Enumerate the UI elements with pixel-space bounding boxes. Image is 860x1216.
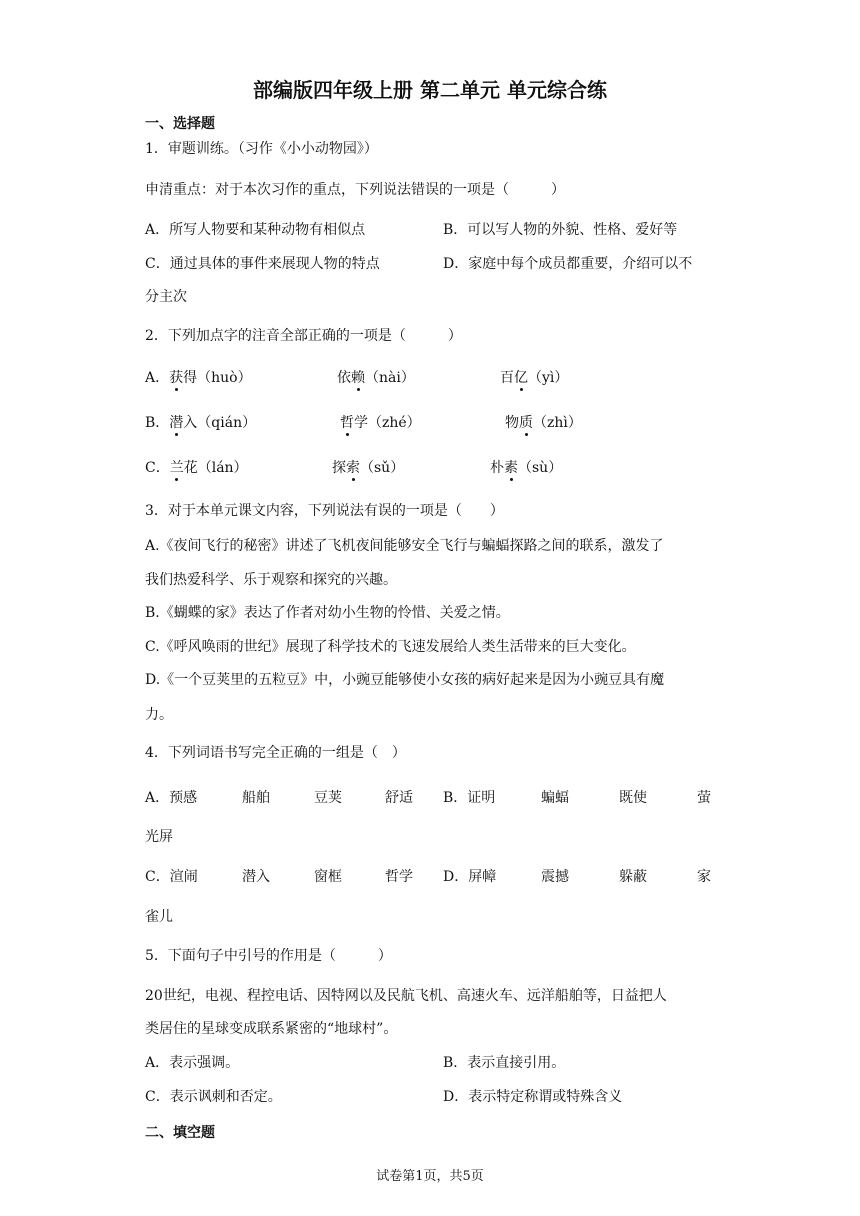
- q3-option-b: B.《蝴蝶的家》表达了作者对幼小生物的怜惜、关爱之情。: [145, 605, 510, 621]
- page-title: 部编版四年级上册 第二单元 单元综合练: [253, 78, 607, 102]
- q4-row1-w1: A．预感: [145, 790, 198, 806]
- section-heading-fill: 二、填空题: [145, 1125, 215, 1141]
- q4-row1-w2: 船舶: [242, 790, 270, 806]
- q2-option-b-item1: B．潜入（qián）: [145, 415, 257, 431]
- q1-option-d: D．家庭中每个成员都重要，介绍可以不: [443, 256, 693, 272]
- q5-option-a: A．表示强调。: [145, 1055, 240, 1071]
- q5-sentence-cont: 类居住的星球变成联系紧密的“地球村”。: [145, 1021, 398, 1037]
- q4-row2-w7: 躲蔽: [619, 869, 647, 885]
- q1-stem: 1．审题训练。（习作《小小动物园》）: [145, 141, 378, 157]
- q4-row1-w3: 豆荚: [314, 790, 342, 806]
- q1-option-c: C．通过具体的事件来展现人物的特点: [145, 256, 380, 272]
- q1-option-d-cont: 分主次: [145, 289, 187, 305]
- q2-option-b-item2: 哲学（zhé）: [340, 415, 421, 431]
- q3-option-d-cont: 力。: [145, 707, 173, 723]
- q3-stem: 3．对于本单元课文内容，下列说法有误的一项是（ ）: [145, 503, 504, 519]
- q5-option-b: B．表示直接引用。: [443, 1055, 566, 1071]
- q4-row1-w7: 既使: [619, 790, 647, 806]
- q4-row1-w8: 萤: [697, 790, 711, 806]
- q2-option-b-item3: 物质（zhì）: [505, 415, 582, 431]
- q2-option-a-item3: 百亿（yì）: [500, 370, 569, 386]
- q5-stem: 5．下面句子中引号的作用是（ ）: [145, 948, 392, 964]
- q4-row2-cont: 雀儿: [145, 909, 173, 925]
- q4-row2-w6: 震撼: [541, 869, 569, 885]
- q4-row2-w4: 哲学: [385, 869, 413, 885]
- q4-row2-w2: 潜入: [242, 869, 270, 885]
- q4-row2-w8: 家: [697, 869, 711, 885]
- q2-option-a-item2: 依赖（nài）: [337, 370, 415, 386]
- q4-row2-w3: 窗框: [314, 869, 342, 885]
- q2-stem: 2．下列加点字的注音全部正确的一项是（ ）: [145, 328, 462, 344]
- q1-option-a: A．所写人物要和某种动物有相似点: [145, 222, 366, 238]
- q2-option-c-item3: 朴素（sù）: [490, 460, 563, 476]
- q4-row1-w6: 蝙蝠: [541, 790, 569, 806]
- q4-row1-w5: B．证明: [443, 790, 496, 806]
- q1-option-b: B．可以写人物的外貌、性格、爱好等: [443, 222, 678, 238]
- q2-option-c-item2: 探索（sǔ）: [332, 460, 405, 476]
- section-heading-choice: 一、选择题: [145, 116, 215, 132]
- q3-option-a: A.《夜间飞行的秘密》讲述了飞机夜间能够安全飞行与蝙蝠探路之间的联系，激发了: [145, 538, 664, 554]
- q4-row1-w4: 舒适: [385, 790, 413, 806]
- q3-option-c: C.《呼风唤雨的世纪》展现了科学技术的飞速发展给人类生活带来的巨大变化。: [145, 639, 636, 655]
- q3-option-a-cont: 我们热爱科学、乐于观察和探究的兴趣。: [145, 572, 397, 588]
- q5-sentence: 20世纪，电视、程控电话、因特网以及民航飞机、高速火车、远洋船舶等，日益把人: [145, 988, 667, 1004]
- q4-row1-cont: 光屏: [145, 829, 173, 845]
- q5-option-c: C．表示讽刺和否定。: [145, 1089, 282, 1105]
- q1-sub: 申清重点：对于本次习作的重点，下列说法错误的一项是（ ）: [145, 182, 565, 198]
- q4-stem: 4．下列词语书写完全正确的一组是（ ）: [145, 745, 406, 761]
- q2-option-c-item1: C．兰花（lán）: [145, 460, 248, 476]
- q4-row2-w5: D．屏幛: [443, 869, 497, 885]
- q4-row2-w1: C．渲闹: [145, 869, 198, 885]
- q3-option-d: D.《一个豆荚里的五粒豆》中，小豌豆能够使小女孩的病好起来是因为小豌豆具有魔: [145, 672, 665, 688]
- q5-option-d: D．表示特定称谓或特殊含义: [443, 1089, 623, 1105]
- page-footer: 试卷第1页，共5页: [376, 1169, 484, 1184]
- q2-option-a-item1: A．获得（huò）: [145, 370, 252, 386]
